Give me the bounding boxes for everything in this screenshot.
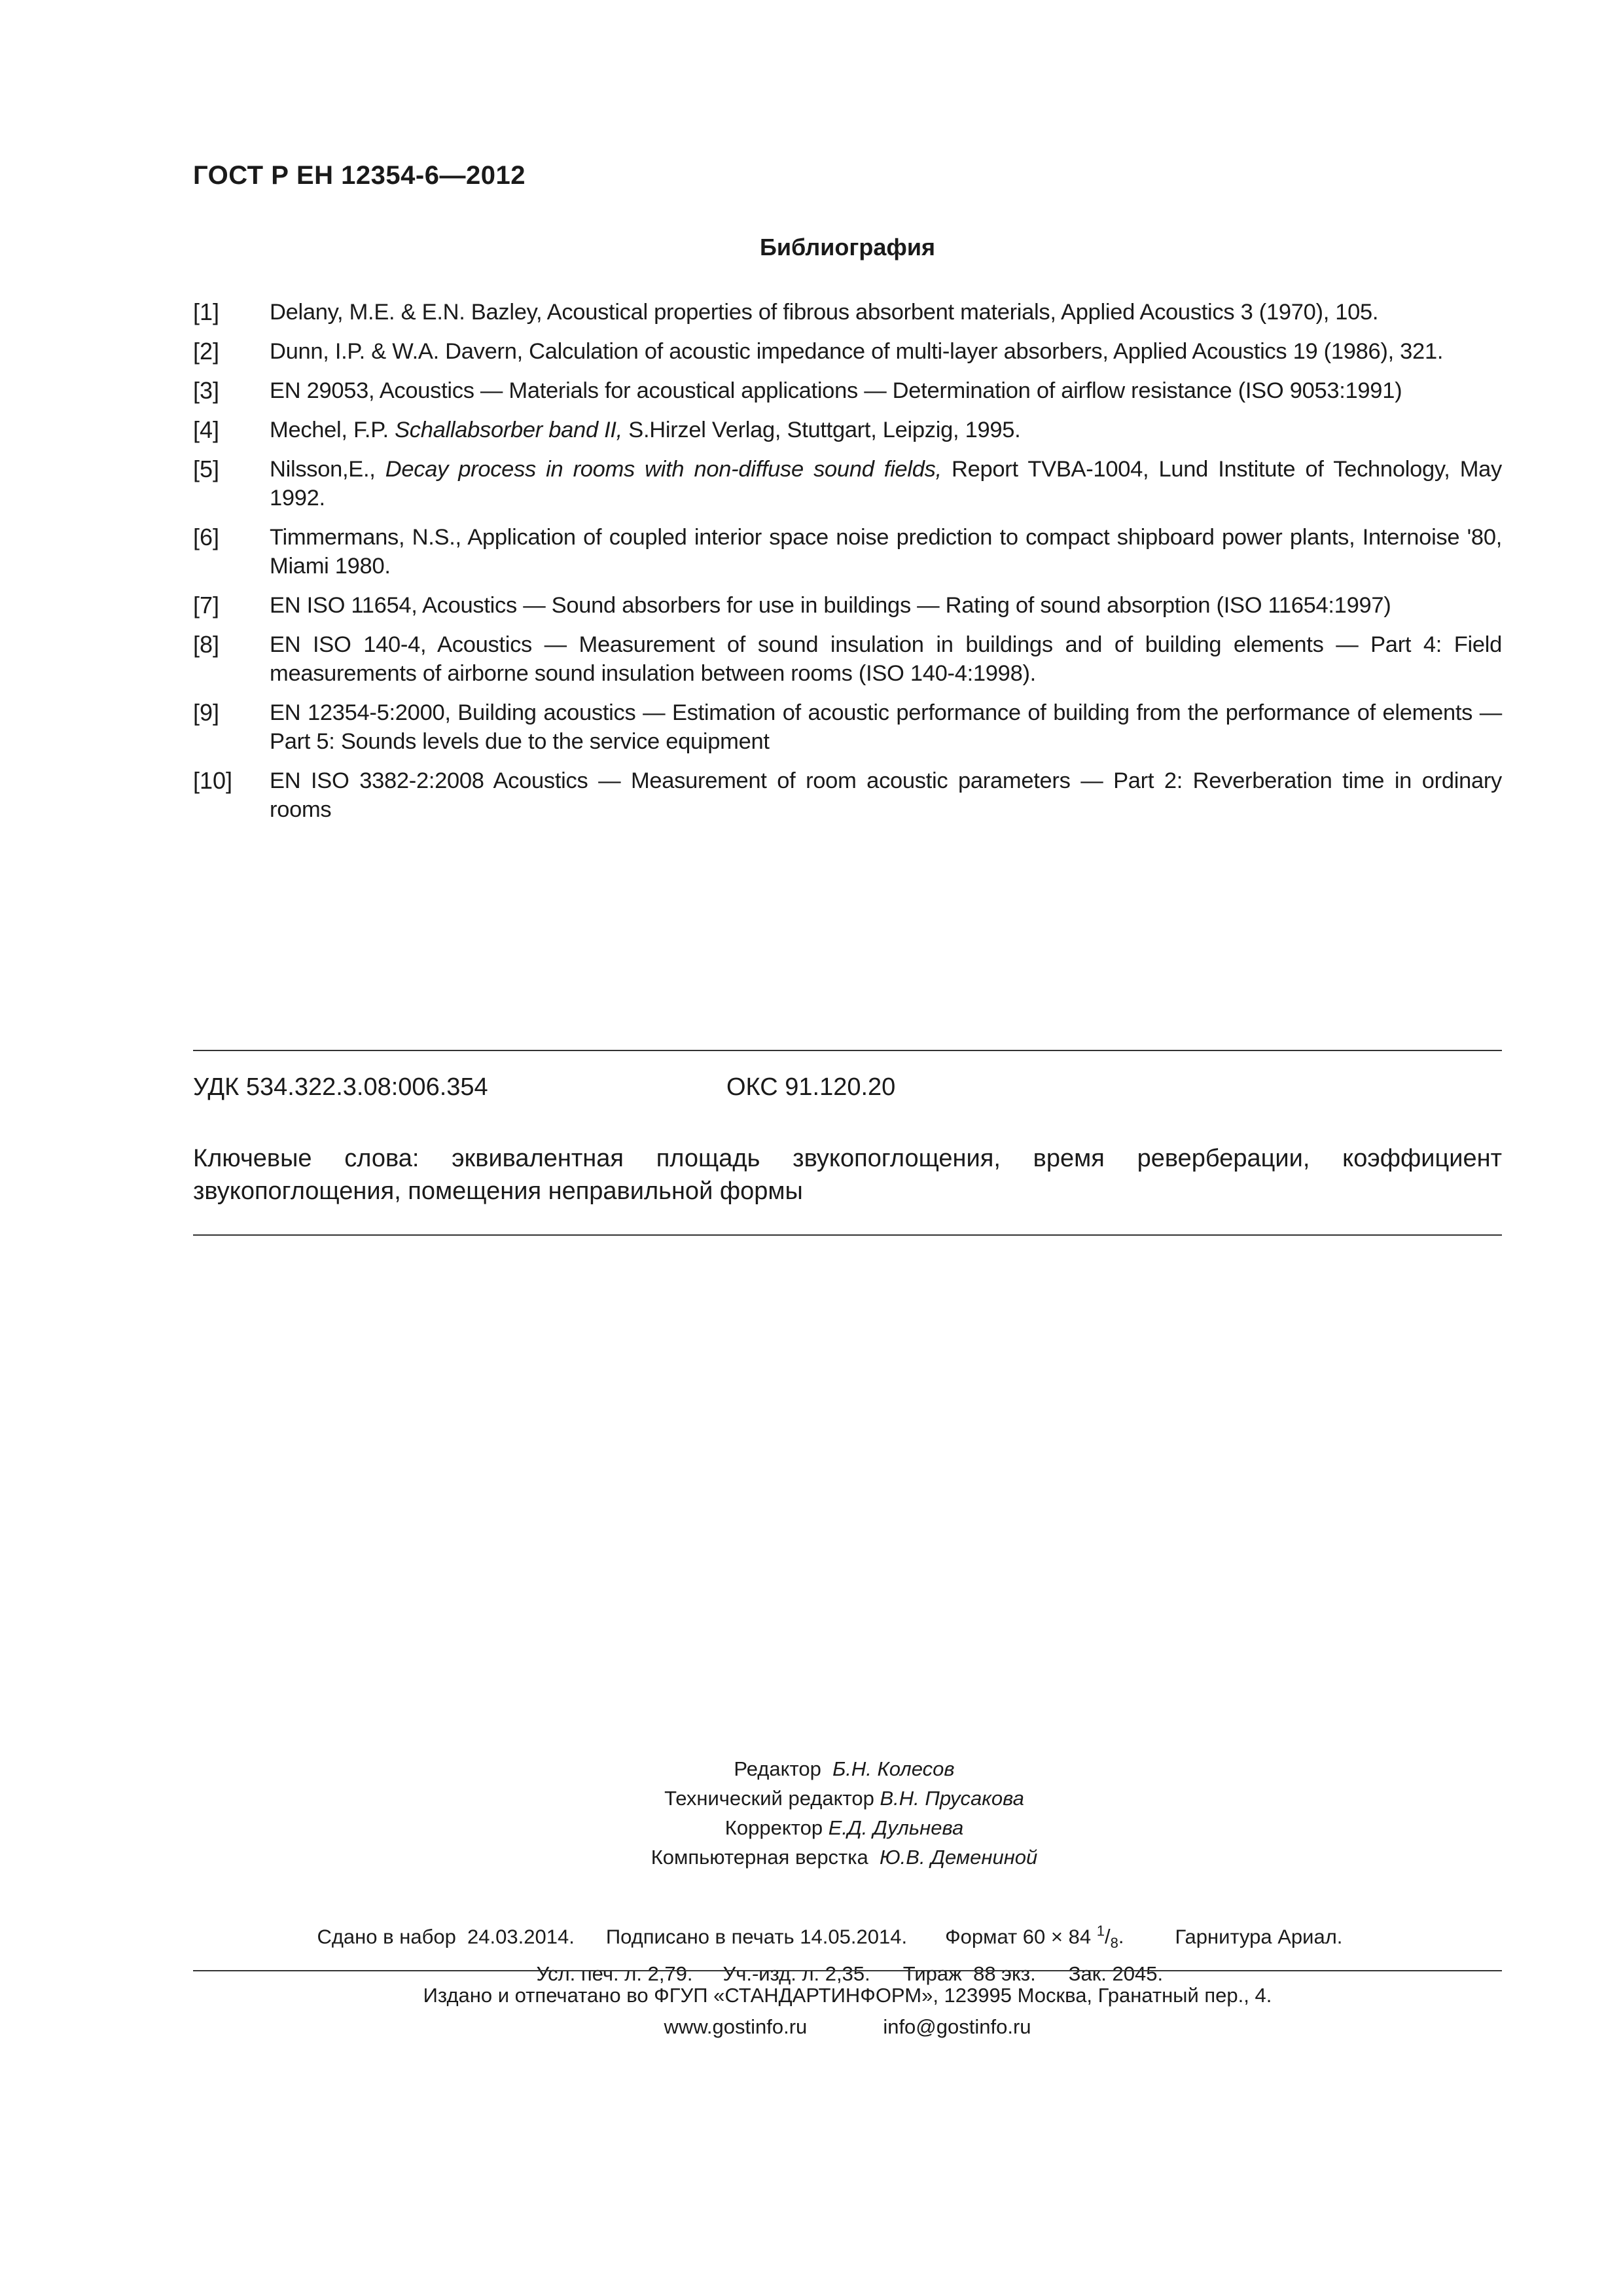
standard-code: ГОСТ Р ЕН 12354-6—2012 xyxy=(193,161,526,190)
bibliography-title: Библиография xyxy=(760,234,935,260)
bib-entry-number: [6] xyxy=(193,524,220,550)
bib-entry xyxy=(193,376,1502,405)
bib-entry xyxy=(193,416,1502,444)
format-numerator: 1 xyxy=(1096,1923,1105,1939)
bib-entry-text: Timmermans, N.S., Application of coupled interior space noise prediction to compact shipboard power plants, Internoise '80, Miami 1980. xyxy=(270,525,1502,579)
contact-line xyxy=(626,2011,1069,2043)
editor-line xyxy=(419,1754,1270,1784)
bib-entry xyxy=(193,523,1502,581)
tech-editor-label: Технический редактор xyxy=(664,1787,874,1810)
email-link[interactable]: info@gostinfo.ru xyxy=(883,2015,1031,2038)
bib-entry-text-end: Report TVBA-1004, Lund Institute of Technology, May 1992. xyxy=(270,457,1502,511)
bib-entry-text-start: Mechel, F.P. xyxy=(270,418,395,442)
editor-name: Б.Н. Колесов xyxy=(832,1757,955,1780)
publisher-line: Издано и отпечатано во ФГУП «СТАНДАРТИНФОРМ», 123995 Москва, Гранатный пер., 4. xyxy=(423,1984,1272,2007)
bib-entry xyxy=(193,337,1502,366)
bib-entry-number: [10] xyxy=(193,767,233,794)
bib-entry-text xyxy=(270,416,1502,444)
bib-entry xyxy=(193,630,1502,688)
signed-date: Подписано в печать 14.05.2014. xyxy=(605,1925,908,1948)
proofreader-label: Корректор xyxy=(724,1816,823,1839)
typeface: Гарнитура Ариал. xyxy=(1175,1925,1343,1948)
bib-entry-italic-title: Schallabsorber band II, xyxy=(395,418,622,442)
bib-entry-number: [7] xyxy=(193,592,220,619)
bib-entry-text: EN 12354-5:2000, Building acoustics — Estimation of acoustic performance of building from the performance of elements — Part 5: Sounds levels due to the service equipment xyxy=(270,700,1502,754)
tech-editor-line xyxy=(419,1784,1270,1813)
udk-code: УДК 534.322.3.08:006.354 xyxy=(193,1073,488,1101)
bib-entry-text: EN 29053, Acoustics — Materials for acoustical applications — Determination of airflow resistance (ISO 9053:1991) xyxy=(270,378,1402,403)
bib-entry xyxy=(193,591,1502,620)
bib-entry-text xyxy=(270,455,1502,512)
bib-entry-number: [5] xyxy=(193,456,220,482)
format-label: Формат 60 × 84 xyxy=(945,1925,1092,1948)
bib-entry-text: EN ISO 11654, Acoustics — Sound absorbers for use in buildings — Rating of sound absorption (ISO 11654:1997) xyxy=(270,593,1391,618)
keywords: Ключевые слова: эквивалентная площадь звукопоглощения, время реверберации, коэффициент звукопоглощения, помещения неправильной формы xyxy=(193,1145,1502,1205)
bib-entry-text-end: S.Hirzel Verlag, Stuttgart, Leipzig, 1995. xyxy=(622,418,1021,442)
divider-middle xyxy=(193,1234,1502,1236)
bib-entry-number: [9] xyxy=(193,699,220,726)
proofreader-line xyxy=(419,1813,1270,1842)
order-number: Зак. 2045. xyxy=(1068,1962,1164,1985)
editor-label: Редактор xyxy=(734,1757,821,1780)
divider-top xyxy=(193,1050,1502,1051)
bib-entry-number: [4] xyxy=(193,416,220,443)
submitted-date: Сдано в набор 24.03.2014. xyxy=(317,1925,575,1948)
bib-entry-number: [2] xyxy=(193,338,220,365)
format-denominator: 8 xyxy=(1110,1935,1118,1952)
bib-entry xyxy=(193,766,1502,824)
bib-entry xyxy=(193,298,1502,327)
bibliography-list xyxy=(193,298,1502,834)
proofreader-name: Е.Д. Дульнева xyxy=(828,1816,964,1839)
bib-entry-text: Delany, M.E. & E.N. Bazley, Acoustical properties of fibrous absorbent materials, Applied Acoustics 3 (1970), 105. xyxy=(270,300,1379,325)
bib-entry-text: Dunn, I.P. & W.A. Davern, Calculation of acoustic impedance of multi-layer absorbers, Applied Acoustics 19 (1986), 321. xyxy=(270,339,1444,364)
publisher-sheets: Уч.-изд. л. 2,35. xyxy=(722,1962,870,1985)
format-fraction: $^1/_8$. xyxy=(1096,1923,1124,1952)
print-sheets: Усл. печ. л. 2,79. xyxy=(536,1962,693,1985)
footer xyxy=(193,1980,1502,2043)
bib-entry-number: [1] xyxy=(193,298,220,325)
bib-entry-italic-title: Decay process in rooms with non-diffuse sound fields, xyxy=(385,457,942,482)
circulation: Тираж 88 экз. xyxy=(902,1962,1036,1985)
bib-entry-number: [3] xyxy=(193,377,220,404)
website-link[interactable]: www.gostinfo.ru xyxy=(664,2015,808,2038)
bib-entry-number: [8] xyxy=(193,631,220,658)
bib-entry-text: EN ISO 3382-2:2008 Acoustics — Measurement of room acoustic parameters — Part 2: Reverberation time in ordinary rooms xyxy=(270,768,1502,822)
credits-block xyxy=(419,1754,1270,1872)
bib-entry xyxy=(193,698,1502,756)
bib-entry-text-start: Nilsson,E., xyxy=(270,457,385,482)
layout-line xyxy=(419,1842,1270,1872)
layout-label: Компьютерная верстка xyxy=(651,1846,868,1869)
oks-code: ОКС 91.120.20 xyxy=(726,1073,896,1101)
bib-entry xyxy=(193,455,1502,512)
bib-entry-text: EN ISO 140-4, Acoustics — Measurement of sound insulation in buildings and of building elements — Part 4: Field measurements of airborne sound insulation between rooms (ISO 140-4:1998). xyxy=(270,632,1502,686)
layout-name: Ю.В. Демениной xyxy=(879,1846,1038,1869)
tech-editor-name: В.Н. Прусакова xyxy=(880,1787,1024,1810)
divider-bottom xyxy=(193,1970,1502,1971)
